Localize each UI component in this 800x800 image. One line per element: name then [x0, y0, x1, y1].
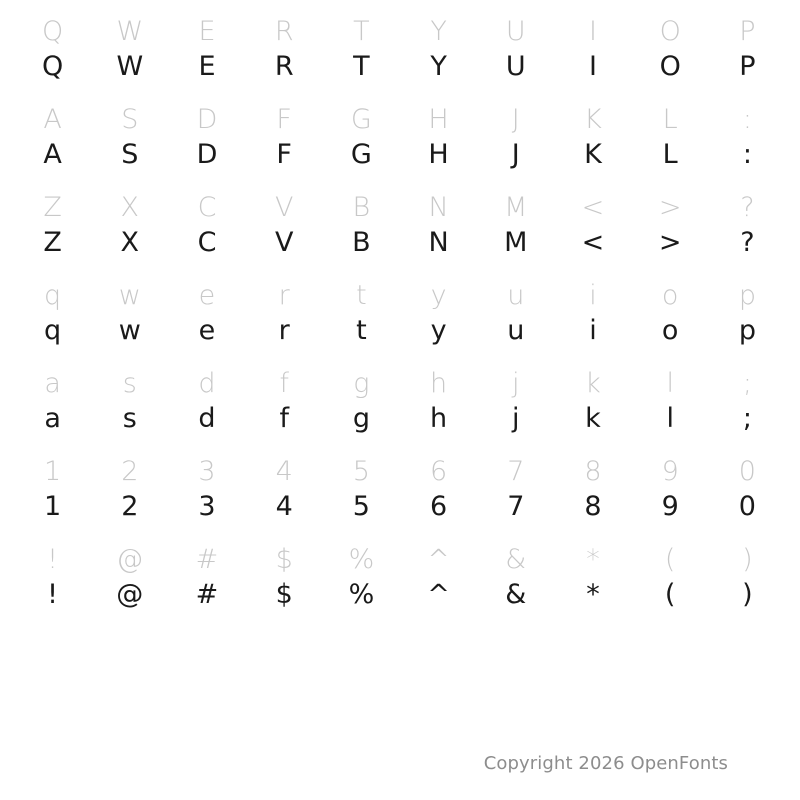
glyph-cell-ghost: A	[43, 104, 62, 135]
glyph-cell-ghost: %	[348, 544, 375, 575]
glyph-cell-solid: 1	[44, 491, 62, 522]
glyph-cell-solid: &	[505, 579, 527, 610]
glyph-cell-ghost: O	[659, 16, 681, 47]
glyph-cell-ghost: i	[589, 280, 597, 311]
glyph-cell-ghost: 4	[275, 456, 293, 487]
glyph-cell-solid: o	[661, 315, 679, 346]
glyph-cell-ghost: T	[353, 16, 370, 47]
glyph-cell-ghost: ?	[740, 192, 755, 223]
glyph-cell-solid: !	[47, 579, 58, 610]
glyph-cell-ghost: g	[353, 368, 370, 399]
glyph-cell-solid: 7	[507, 491, 525, 522]
glyph-cell-solid: V	[274, 227, 294, 258]
glyph-cell-ghost: Q	[41, 16, 64, 47]
glyph-cell-ghost: K	[584, 104, 602, 135]
glyph-cell-solid: 4	[275, 491, 293, 522]
glyph-cell-solid: k	[585, 403, 601, 434]
glyph-cell-solid: <	[581, 227, 605, 258]
character-row-solid	[0, 47, 800, 92]
glyph-cell-ghost: D	[196, 104, 218, 135]
character-row-ghost	[0, 180, 800, 223]
glyph-cell-solid: U	[505, 51, 526, 82]
glyph-cell-solid: #	[195, 579, 219, 610]
glyph-cell-solid: $	[275, 579, 293, 610]
glyph-cell-ghost: H	[428, 104, 449, 135]
glyph-cell-ghost: t	[356, 280, 367, 311]
glyph-cell-ghost: j	[512, 368, 520, 399]
glyph-cell-solid: i	[589, 315, 597, 346]
glyph-cell-solid: 9	[661, 491, 679, 522]
glyph-cell-ghost: #	[195, 544, 219, 575]
glyph-cell-ghost: !	[47, 544, 58, 575]
glyph-cell-ghost: 1	[44, 456, 62, 487]
glyph-cell-ghost: 9	[661, 456, 679, 487]
glyph-cell-solid: p	[738, 315, 756, 346]
glyph-cell-solid: S	[121, 139, 139, 170]
glyph-cell-ghost: Y	[430, 16, 447, 47]
glyph-cell-ghost: a	[44, 368, 61, 399]
glyph-cell-ghost: R	[274, 16, 294, 47]
character-row-solid	[0, 223, 800, 268]
glyph-cell-ghost: C	[197, 192, 217, 223]
glyph-cell-ghost: l	[666, 368, 674, 399]
glyph-cell-ghost: M	[504, 192, 528, 223]
glyph-cell-ghost: F	[276, 104, 292, 135]
glyph-cell-solid: F	[276, 139, 292, 170]
glyph-cell-ghost: h	[430, 368, 448, 399]
glyph-cell-ghost: p	[738, 280, 756, 311]
glyph-cell-solid: s	[122, 403, 137, 434]
glyph-cell-ghost: X	[120, 192, 140, 223]
glyph-cell-solid: l	[666, 403, 674, 434]
glyph-cell-ghost: >	[658, 192, 682, 223]
character-row-group	[0, 180, 800, 268]
glyph-cell-solid: P	[739, 51, 756, 82]
glyph-cell-solid: J	[511, 139, 520, 170]
glyph-cell-ghost: W	[116, 16, 144, 47]
character-row-ghost	[0, 4, 800, 47]
glyph-cell-ghost: 8	[584, 456, 602, 487]
glyph-cell-solid: W	[116, 51, 144, 82]
character-row-ghost	[0, 356, 800, 399]
character-row-solid	[0, 487, 800, 532]
glyph-cell-solid: 2	[121, 491, 139, 522]
glyph-cell-solid: )	[742, 579, 753, 610]
glyph-cell-solid: y	[430, 315, 447, 346]
glyph-cell-ghost: B	[352, 192, 371, 223]
glyph-cell-ghost: V	[274, 192, 294, 223]
glyph-cell-ghost: J	[511, 104, 520, 135]
glyph-cell-solid: a	[44, 403, 61, 434]
glyph-cell-solid: u	[507, 315, 525, 346]
glyph-cell-solid: G	[350, 139, 372, 170]
glyph-cell-ghost: w	[118, 280, 141, 311]
glyph-cell-solid: %	[348, 579, 375, 610]
glyph-cell-ghost: e	[198, 280, 216, 311]
glyph-cell-solid: ^	[427, 579, 450, 610]
glyph-cell-ghost: U	[505, 16, 526, 47]
glyph-cell-ghost: 0	[738, 456, 756, 487]
glyph-cell-ghost: @	[116, 544, 144, 575]
glyph-cell-solid: q	[44, 315, 62, 346]
glyph-cell-solid: 6	[429, 491, 448, 522]
character-row-group	[0, 92, 800, 180]
glyph-cell-ghost: r	[278, 280, 290, 311]
glyph-cell-ghost: I	[589, 16, 597, 47]
character-row-ghost	[0, 92, 800, 135]
glyph-cell-solid: I	[589, 51, 597, 82]
glyph-cell-ghost: 5	[352, 456, 370, 487]
glyph-cell-ghost: &	[505, 544, 527, 575]
glyph-cell-ghost: k	[585, 368, 601, 399]
character-row-group	[0, 532, 800, 620]
glyph-cell-ghost: S	[121, 104, 139, 135]
glyph-cell-ghost: E	[198, 16, 216, 47]
glyph-cell-solid: (	[664, 579, 676, 610]
glyph-cell-ghost: <	[581, 192, 605, 223]
glyph-cell-solid: N	[428, 227, 449, 258]
glyph-cell-solid: e	[198, 315, 216, 346]
glyph-cell-solid: O	[659, 51, 681, 82]
glyph-cell-ghost: 3	[198, 456, 216, 487]
glyph-cell-solid: Z	[43, 227, 62, 258]
glyph-cell-solid: Q	[41, 51, 64, 82]
glyph-cell-solid: >	[658, 227, 682, 258]
character-row-ghost	[0, 444, 800, 487]
glyph-cell-solid: C	[197, 227, 217, 258]
glyph-cell-ghost: o	[661, 280, 679, 311]
glyph-cell-ghost: q	[44, 280, 62, 311]
glyph-cell-solid: f	[279, 403, 289, 434]
glyph-cell-solid: t	[356, 315, 367, 346]
character-row-solid	[0, 135, 800, 180]
glyph-cell-ghost: d	[198, 368, 216, 399]
glyph-cell-solid: 5	[352, 491, 370, 522]
glyph-cell-ghost: Z	[43, 192, 62, 223]
glyph-cell-ghost: :	[742, 104, 752, 135]
glyph-cell-solid: :	[742, 139, 752, 170]
glyph-cell-ghost: P	[739, 16, 756, 47]
glyph-cell-ghost: s	[122, 368, 137, 399]
character-row-ghost	[0, 532, 800, 575]
copyright-notice: Copyright 2026 OpenFonts	[483, 753, 728, 774]
glyph-cell-ghost: ;	[742, 368, 752, 399]
glyph-cell-ghost: L	[662, 104, 678, 135]
glyph-cell-solid: @	[116, 579, 144, 610]
glyph-cell-ghost: )	[742, 544, 753, 575]
glyph-cell-solid: K	[584, 139, 602, 170]
glyph-cell-solid: E	[198, 51, 216, 82]
glyph-cell-solid: M	[504, 227, 528, 258]
character-row-solid	[0, 399, 800, 444]
glyph-cell-ghost: G	[350, 104, 372, 135]
glyph-cell-solid: g	[352, 403, 370, 434]
glyph-cell-solid: L	[662, 139, 678, 170]
glyph-cell-solid: h	[430, 403, 448, 434]
glyph-cell-ghost: $	[275, 544, 293, 575]
glyph-cell-solid: ;	[742, 403, 752, 434]
glyph-cell-solid: B	[352, 227, 371, 258]
glyph-cell-solid: A	[43, 139, 62, 170]
glyph-cell-ghost: ^	[427, 544, 450, 575]
glyph-cell-ghost: 6	[429, 456, 448, 487]
glyph-cell-solid: R	[274, 51, 294, 82]
glyph-cell-ghost: 2	[121, 456, 139, 487]
glyph-cell-solid: Y	[430, 51, 447, 82]
glyph-cell-ghost: 7	[507, 456, 525, 487]
glyph-cell-solid: 8	[584, 491, 602, 522]
character-row-group	[0, 444, 800, 532]
glyph-cell-solid: D	[196, 139, 218, 170]
glyph-cell-solid: w	[118, 315, 141, 346]
character-row-group	[0, 268, 800, 356]
glyph-cell-ghost: *	[586, 544, 600, 575]
glyph-cell-ghost: u	[507, 280, 525, 311]
glyph-cell-solid: T	[353, 51, 370, 82]
glyph-cell-solid: 3	[198, 491, 216, 522]
character-row-ghost	[0, 268, 800, 311]
character-row-group	[0, 4, 800, 92]
glyph-cell-solid: H	[428, 139, 449, 170]
glyph-cell-ghost: f	[279, 368, 289, 399]
glyph-cell-solid: j	[512, 403, 520, 434]
character-row-solid	[0, 575, 800, 620]
glyph-cell-ghost: N	[428, 192, 449, 223]
glyph-cell-solid: d	[198, 403, 216, 434]
glyph-cell-solid: *	[586, 579, 600, 610]
glyph-cell-ghost: y	[430, 280, 447, 311]
glyph-cell-solid: 0	[738, 491, 756, 522]
glyph-cell-solid: X	[120, 227, 140, 258]
glyph-cell-solid: ?	[740, 227, 755, 258]
glyph-cell-solid: r	[278, 315, 290, 346]
glyph-cell-ghost: (	[664, 544, 676, 575]
character-row-solid	[0, 311, 800, 356]
character-row-group	[0, 356, 800, 444]
